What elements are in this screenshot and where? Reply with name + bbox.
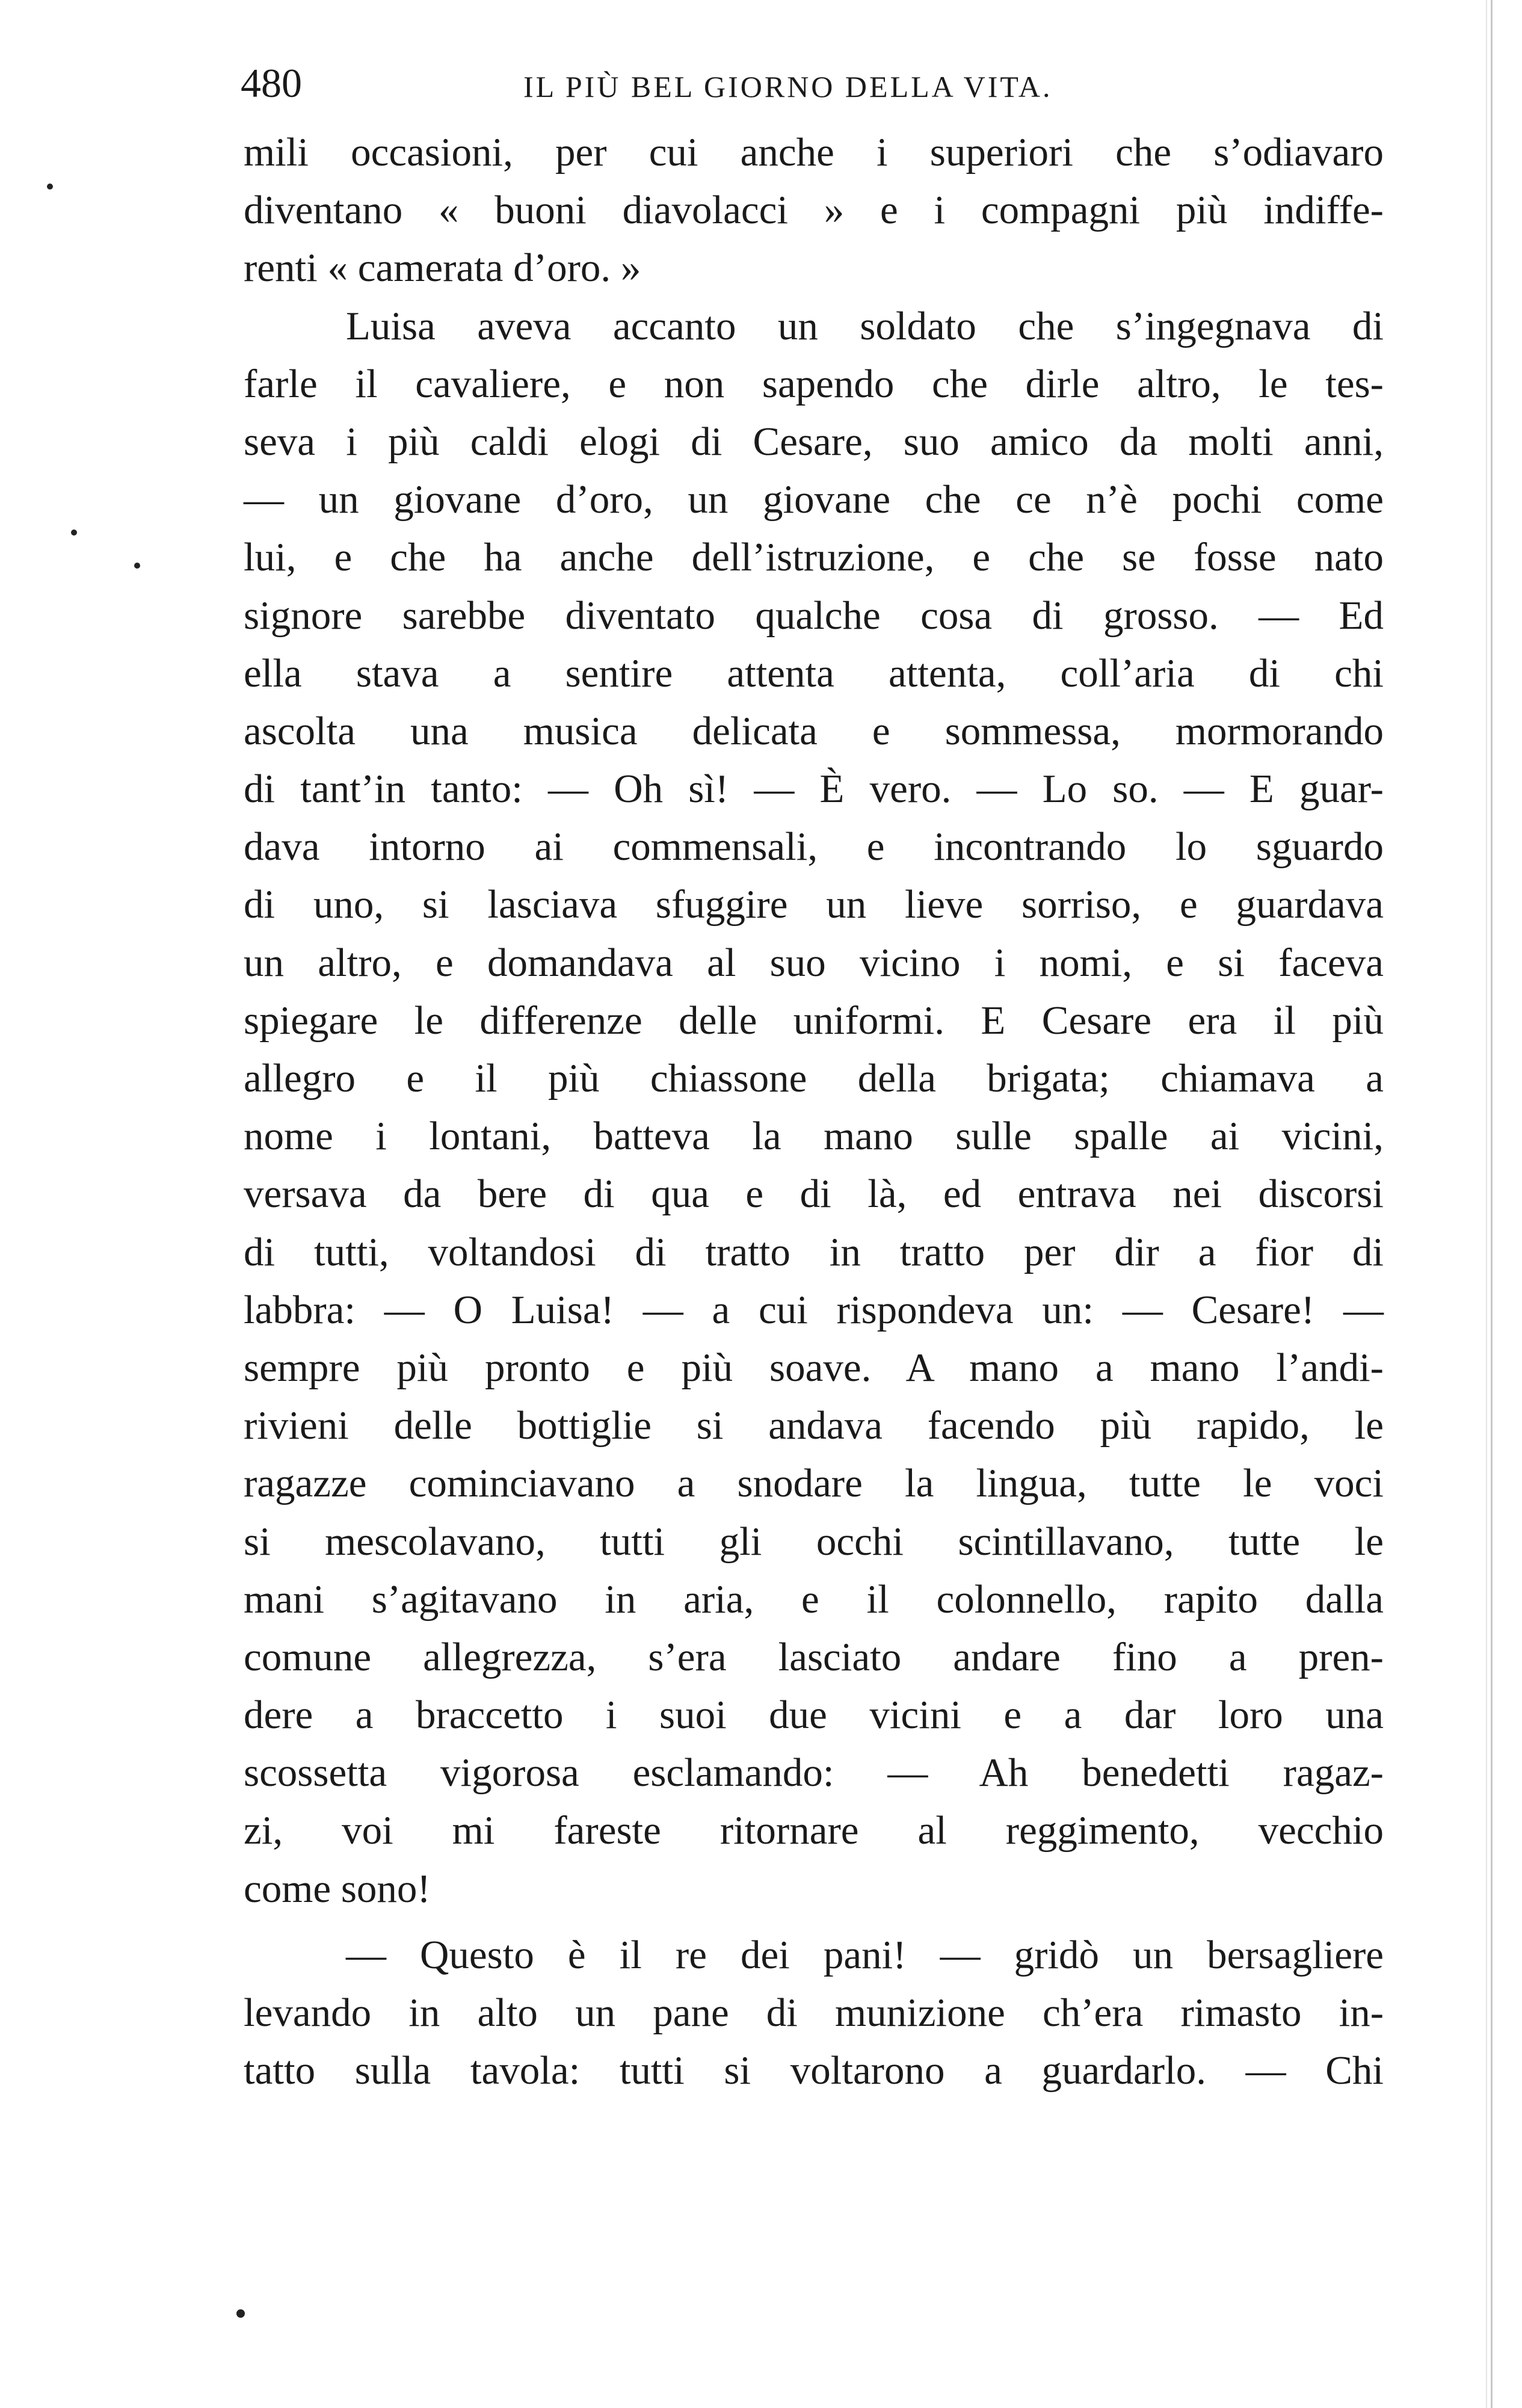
scan-speck [134, 563, 140, 569]
text-line: scossetta vigorosa esclamando: — Ah benedetti ragaz- [244, 1750, 1384, 1795]
running-title: IL PIÙ BEL GIORNO DELLA VITA. [523, 70, 1053, 103]
text-line: allegro e il più chiassone della brigata; chiamava a [244, 1056, 1384, 1101]
body-text [244, 123, 1384, 2099]
text-line: sempre più pronto e più soave. A mano a mano l’andi- [244, 1345, 1384, 1390]
text-line: diventano « buoni diavolacci » e i compagni più indiffe- [244, 188, 1384, 233]
text-line: comune allegrezza, s’era lasciato andare fino a pren- [244, 1634, 1384, 1679]
page-number: 480 [241, 60, 302, 106]
text-line: signore sarebbe diventato qualche cosa di grosso. — Ed [244, 593, 1384, 638]
text-line: Luisa aveva accanto un soldato che s’ingegnava di [346, 303, 1384, 348]
text-line: tatto sulla tavola: tutti si voltarono a guardarlo. — Chi [244, 2048, 1384, 2093]
text-line: dere a braccetto i suoi due vicini e a dar loro una [244, 1693, 1384, 1738]
scan-speck [236, 2309, 245, 2318]
text-line: mani s’agitavano in aria, e il colonnello, rapito dalla [244, 1576, 1384, 1622]
text-line: spiegare le differenze delle uniformi. E Cesare era il più [244, 998, 1384, 1043]
text-line: labbra: — O Luisa! — a cui rispondeva un: — Cesare! — [244, 1287, 1384, 1332]
page-edge-rule [1491, 0, 1493, 2408]
text-line: zi, voi mi fareste ritornare al reggimento, vecchio [244, 1808, 1384, 1853]
text-line: nome i lontani, batteva la mano sulle spalle ai vicini, [244, 1114, 1384, 1159]
paragraph-gap [244, 1918, 1384, 1926]
text-line: ascolta una musica delicata e sommessa, mormorando [244, 708, 1384, 753]
scan-speck [47, 184, 53, 190]
text-line: levando in alto un pane di munizione ch’era rimasto in- [244, 1990, 1384, 2035]
text-line: di tant’in tanto: — Oh sì! — È vero. — Lo so. — E guar- [244, 767, 1384, 812]
text-line: versava da bere di qua e di là, ed entrava nei discorsi [244, 1172, 1384, 1217]
text-line: di uno, si lasciava sfuggire un lieve sorriso, e guardava [244, 882, 1384, 927]
text-line: di tutti, voltandosi di tratto in tratto per dir a fior di [244, 1229, 1384, 1274]
page-edge-rule-shadow [1486, 0, 1487, 2408]
text-line: lui, e che ha anche dell’istruzione, e che se fosse nato [244, 535, 1384, 580]
text-line: ragazze cominciavano a snodare la lingua, tutte le voci [244, 1461, 1384, 1506]
text-line: seva i più caldi elogi di Cesare, suo amico da molti anni, [244, 419, 1384, 464]
text-line: come sono! [244, 1866, 431, 1911]
text-line: renti « camerata d’oro. » [244, 245, 641, 291]
page-header [241, 53, 1384, 113]
text-line: dava intorno ai commensali, e incontrando lo sguardo [244, 824, 1384, 869]
text-line: un altro, e domandava al suo vicino i nomi, e si faceva [244, 940, 1384, 985]
text-line: si mescolavano, tutti gli occhi scintillavano, tutte le [244, 1519, 1384, 1564]
text-line: — Questo è il re dei pani! — gridò un bersagliere [346, 1932, 1384, 1977]
scan-speck [71, 529, 77, 536]
text-line: — un giovane d’oro, un giovane che ce n’è pochi come [244, 477, 1384, 522]
text-line: mili occasioni, per cui anche i superiori che s’odiavaro [244, 130, 1384, 174]
text-line: ella stava a sentire attenta attenta, coll’aria di chi [244, 650, 1384, 696]
text-line: rivieni delle bottiglie si andava facendo più rapido, le [244, 1403, 1384, 1448]
text-line: farle il cavaliere, e non sapendo che dirle altro, le tes- [244, 361, 1384, 406]
